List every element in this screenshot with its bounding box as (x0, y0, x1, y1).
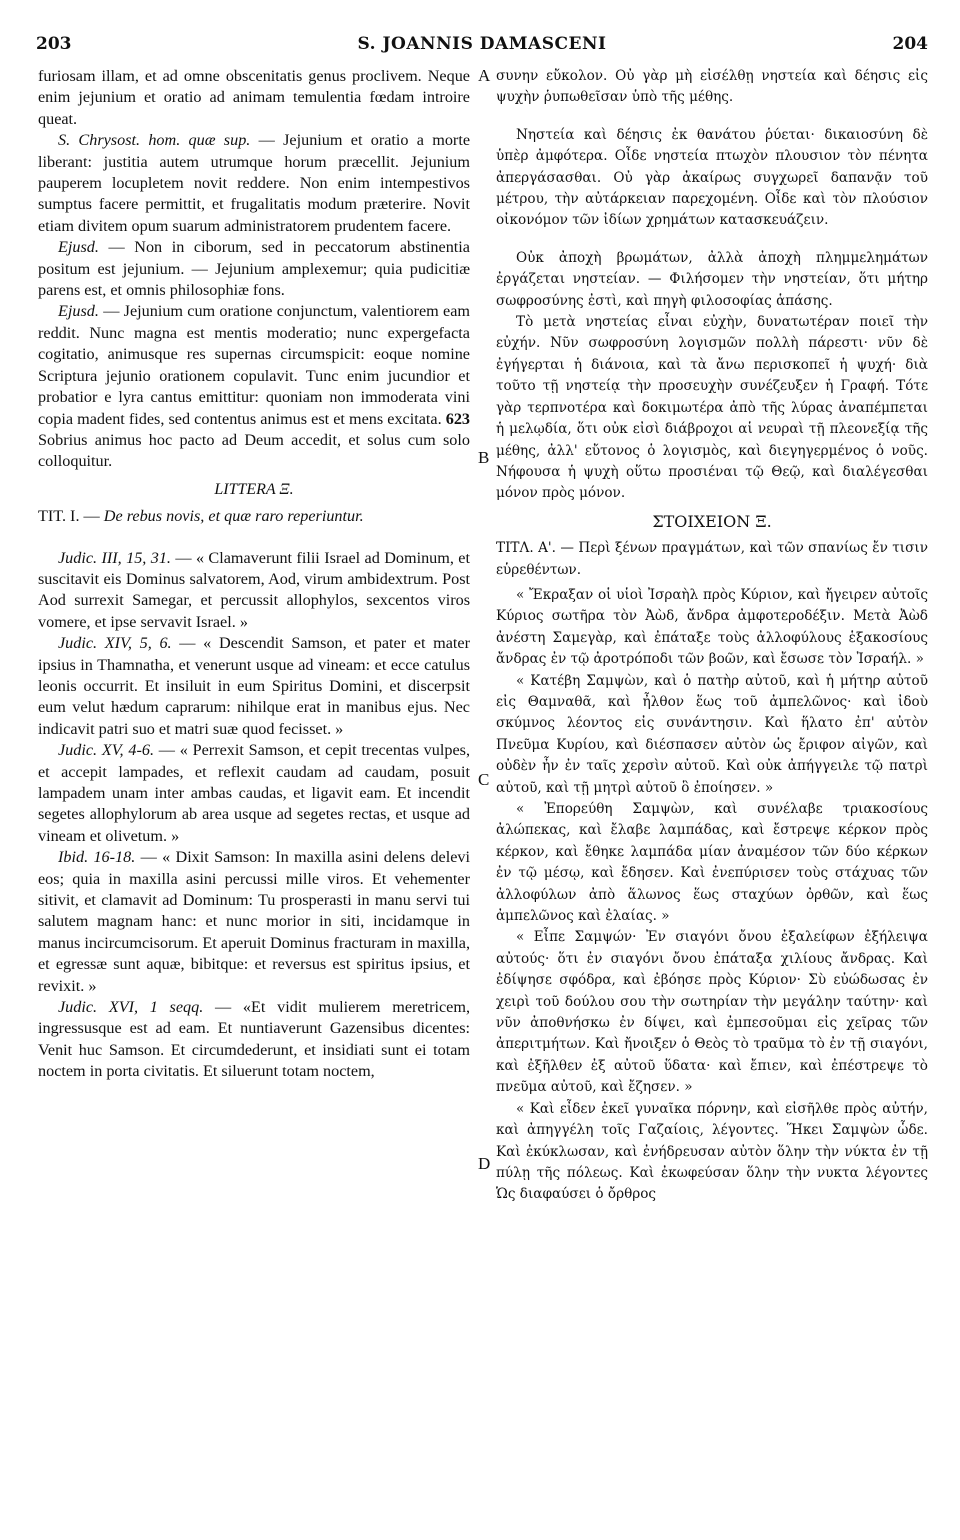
citation: Ejusd. (58, 238, 99, 257)
greek-paragraph: « Καὶ εἶδεν ἐκεῖ γυναῖκα πόρνην, καὶ εἰσῆλθε πρὸς αὐτήν, καὶ ἀπηγγέλη τοῖς Γαζαίοις, λέγοντες. Ἥκει Σαμψὼν ὧδε. Καὶ ἐκύκλωσαν, καὶ ἐνήδρευσαν αὐτὸν ὅλην τὴν νύκτα ἐν τῇ πύλῃ τῆς πόλεως. Καὶ ἐκωφεύσαν ὅλην τὴν νυκτα λέγοντες Ὡς διαφαύσει ὁ ὄρθρος (496, 1100, 928, 1203)
citation: Ejusd. (58, 302, 99, 321)
greek-paragraph: Τὸ μετὰ νηστείας εἶναι εὐχὴν, δυνατωτέραν ποιεῖ τὴν εὐχήν. Νῦν σωφροσύνη λογισμῶν πολλὴ πάρεστι· νῦν δὲ ἐγήγερται ἡ διάνοια, καὶ τὰ ἄνω περισκοπεῖ ἡ ψυχή· διὰ τοῦτο τῇ νηστείᾳ τὴν προσευχὴν συνέζευξεν ἡ Γραφή. Τότε γὰρ τερπνοτέρα καὶ δοκιμωτέρα ἀπὸ τῆς λύρας ἀναπέμπεται ἡ μελῳδία, ὅτι οὐκ εἰσὶ διάβροχοι αἱ νευραὶ τῇ πλεονεξίᾳ τῆς μέθης, ἀλλ' εὔτονος ὁ λογισμὸς, καὶ διεγηγερμένος ὁ νοῦς. Νήφουσα ἡ ψυχὴ οὕτω προσιέναι τῷ Θεῷ, καὶ διαλέγεσθαι μόνον πρὸς μόνον. (496, 314, 928, 502)
citation: Judic. III, 15, 31. (58, 548, 171, 567)
section-heading-greek: ΣΤΟΙΧΕΙΟΝ Ξ. (652, 511, 772, 531)
margin-letter-a: A (478, 66, 491, 85)
latin-paragraph: Judic. III, 15, 31. — « Clamaverunt filii Israel ad Dominum, et suscitavit eis Dominus salvatorem, Aod, virum ambidextrum. Post Aod surrexit Samegar, et percussit allophylos, sexcentos viros vomere, et ipse servavit Israel. » (38, 548, 470, 631)
latin-column (38, 66, 470, 1083)
greek-paragraph: « Ἐπορεύθη Σαμψὼν, καὶ συνέλαβε τριακοσίους ἀλώπεκας, καὶ ἔλαβε λαμπάδας, καὶ ἔστρεψε κέρκον πρὸς κέρκον, καὶ ἔθηκε λαμπάδα μίαν ἀναμέσον τῶν δύο κέρκων ἐν τῷ μέσῳ, καὶ ἔδησεν. Καὶ ἐνεπύρισεν τοὺς στάχυας τῶν ἀλλοφύλων ἀπὸ ἅλωνος ἕως σταχύων ὀρθῶν, καὶ ἕως ἀμπελῶνος καὶ ἐλαίας. » (496, 801, 928, 925)
margin-letter-b: B (478, 448, 490, 467)
margin-letter-d: D (478, 1154, 491, 1173)
latin-paragraph: Judic. XV, 4-6. — « Perrexit Samson, et cepit trecentas vulpes, et accepit lampades, et reflexit caudam ad caudam, posuit lampadem unam inter ambas caudas, et ligavit eam. Et incendit segetes allophylorum ab area usque ad segetes rectas, et usque ad vineam et olivetum. » (38, 741, 470, 845)
title-heading-greek: ΤΙΤΛ. Α'. — Περὶ ξένων πραγμάτων, καὶ τῶν σπανίως ἔν τισιν εὑρεθέντων. (496, 540, 928, 578)
margin-letter-c: C (478, 770, 490, 789)
citation: Judic. XVI, 1 seqq. (58, 998, 204, 1017)
greek-paragraph: Οὐκ ἀποχὴ βρωμάτων, ἀλλὰ ἀποχὴ πλημμελημάτων ἐργάζεται νηστείαν. — Φιλήσομεν τὴν νηστείαν, ὅτι μήτηρ σωφροσύνης ἐστὶ, καὶ πηγὴ φιλοσοφίας ἁπάσης. (496, 249, 928, 309)
page-number-left: 203 (36, 34, 72, 54)
section-heading: LITTERA Ξ. (214, 480, 294, 498)
latin-paragraph: furiosam illam, et ad omne obscenitatis genus proclivem. Neque enim jejunium et oratio ad animam temulentia fœdam introire queat. (38, 67, 470, 128)
latin-paragraph: Ibid. 16-18. — « Dixit Samson: In maxilla asini delens delevi eos; quia in maxilla asini percussi mille viros. Et vehementer sitivit, et clamavit ad Dominum: Tu prosperasti in manu servi tui salutem magnam hanc: et nunc morior in siti, incidamque in manus incircumcisorum. Et aperuit Dominus fracturam in maxilla, et egressæ sunt aquæ, bibitque: et reversus est spiritus ipsius, et revixit. » (38, 848, 470, 995)
citation: Judic. XIV, 5, 6. (58, 634, 172, 653)
citation: S. Chrysost. hom. quæ sup. (58, 131, 251, 150)
greek-paragraph: « Κατέβη Σαμψὼν, καὶ ὁ πατὴρ αὐτοῦ, καὶ ἡ μήτηρ αὐτοῦ εἰς Θαμναθᾶ, καὶ ἦλθον ἕως τοῦ ἀμπελῶνος· καὶ ἰδοὺ σκύμνος λέοντος εἰς συνάντησιν. Καὶ ἥλατο ἐπ' αὐτὸν Πνεῦμα Κυρίου, καὶ διέσπασεν αὐτὸν ὡς ἔριφον αἰγῶν, καὶ οὐδὲν ἦν ἐν ταῖς χερσὶν αὐτοῦ. Καὶ οὐκ ἀπήγγειλε τῷ πατρὶ αὐτοῦ, καὶ τῇ μητρὶ αὐτοῦ ὃ ἐποίησεν. » (496, 672, 928, 796)
greek-paragraph: « Ἔκραξαν οἱ υἱοὶ Ἰσραὴλ πρὸς Κύριον, καὶ ἤγειρεν αὐτοῖς Κύριος σωτῆρα τὸν Ἀὼδ, ἄνδρα ἀμφοτεροδέξιν. Μετὰ Ἀὼδ ἀνέστη Σαμεγὰρ, καὶ ἐπάταξε τοὺς ἀλλοφύλους ἑξακοσίους ἄνδρας ἐν τῷ ἀροτρόποδι τῶν βοῶν, καὶ ἔσωσε τὸν Ἰσραήλ. » (496, 586, 928, 668)
latin-paragraph: Judic. XIV, 5, 6. — « Descendit Samson, et pater et mater ipsius in Thamnatha, et venerunt usque ad vineam: et ecce catulus leonis occurrit. Et insiluit in eum Spiritus Domini, et discerpsit eum velut hædum caprarum: nihilque erat in manibus ejus. Nec indicavit patri suo et matri suæ quod fecisset. » (38, 634, 471, 738)
latin-paragraph: S. Chrysost. hom. quæ sup. — Jejunium et oratio a morte liberant: justitia autem utrumque horum præcellit. Jejunium pauperem locupletem novit reddere. Non enim intempestivos sumptus facere permittit, et frugalitatis modum præterire. Novit etiam divitem opum suarum administratorem prudentem facere. (38, 131, 471, 235)
greek-paragraph: « Εἶπε Σαμψών· Ἐν σιαγόνι ὄνου ἐξαλείφων ἐξήλειψα αὐτούς· ὅτι ἐν σιαγόνι ὄνου ἐπάταξα χιλίους ἄνδρας. Καὶ ἐδίψησε σφόδρα, καὶ ἐβόησε πρὸς Κύριον· Σὺ εὐώδωσας ἐν χειρὶ τοῦ δούλου σου τὴν σωτηρίαν τὴν μεγάλην ταύτην· καὶ νῦν ἀποθνήσκω ἐν δίψει, καὶ ἐμπεσοῦμαι εἰς χεῖρας τῶν ἀπεριτμήτων. Καὶ ἤνοιξεν ὁ Θεὸς τὸ τραῦμα τὸ ἐν τῇ σιαγόνι, καὶ ἐξῆλθεν ἐξ αὐτοῦ ὕδατα· καὶ ἔπιεν, καὶ ἐπέστρεψε τὸ πνεῦμα αὐτοῦ, καὶ ἔζησεν. » (496, 929, 928, 1096)
greek-column (496, 66, 928, 1206)
greek-paragraph: Νηστεία καὶ δέησις ἐκ θανάτου ῥύεται· δικαιοσύνη δὲ ὑπὲρ ἀμφότερα. Οἶδε νηστεία πτωχὸν πλουσιον τὸν πένητα ἀπεργάσασθαι. Οὐ γὰρ ἀκαίρως συγχωρεῖ δαπανᾷν τοῦ μέτρου, τὴν αὐτάρκειαν παρεχομένη. Οἶδε καὶ τὸν πλούσιον οἰκονόμον τῶν ἰδίων χρημάτων κατασκευάζειν. (496, 126, 928, 229)
page-header (36, 34, 928, 58)
greek-paragraph: συνην εὔκολον. Οὐ γὰρ μὴ εἰσέλθῃ νηστεία καὶ δέησις εἰς ψυχὴν ῥυπωθεῖσαν ὑπὸ τῆς μέθης. (496, 68, 928, 106)
running-title: S. JOANNIS DAMASCENI (357, 34, 607, 54)
column-number: 623 (445, 409, 470, 428)
citation: Judic. XV, 4-6. (58, 741, 155, 760)
title-heading: TIT. I. — De rebus novis, et quæ raro reperiuntur. (38, 507, 364, 526)
page-number-right: 204 (892, 34, 928, 54)
latin-paragraph: Ejusd. — Jejunium cum oratione conjunctum, valentiorem eam reddit. Nunc magna est mentis moderatio; nunc expergefacta cogitatio, animusque res supernas circumspicit: eoque nomine Scriptura jejunio orationem copulavit. Tunc enim jucundior et probatior e lyra cantus emittitur: quoniam non immoderata vini copia madent fides, sed contentus animus est et mens excitata. 623 Sobrius animus hoc pacto ad Deum accedit, et solus cum solo colloquitur. (38, 302, 470, 471)
latin-paragraph: Ejusd. — Non in ciborum, sed in peccatorum abstinentia positum est jejunium. — Jejunium amplexemur; quia pudicitiæ parens est, et omnis philosophiæ fons. (38, 238, 470, 300)
latin-paragraph: Judic. XVI, 1 seqq. — «Et vidit mulierem meretricem, ingressusque est ad eam. Et nuntiaverunt Gazensibus dicentes: Venit huc Samson. Et circumdederunt, et insidiati sunt ei totam noctem in porta civitatis. Et siluerunt totam noctem, (38, 998, 470, 1081)
citation: Ibid. 16-18. (58, 848, 136, 867)
